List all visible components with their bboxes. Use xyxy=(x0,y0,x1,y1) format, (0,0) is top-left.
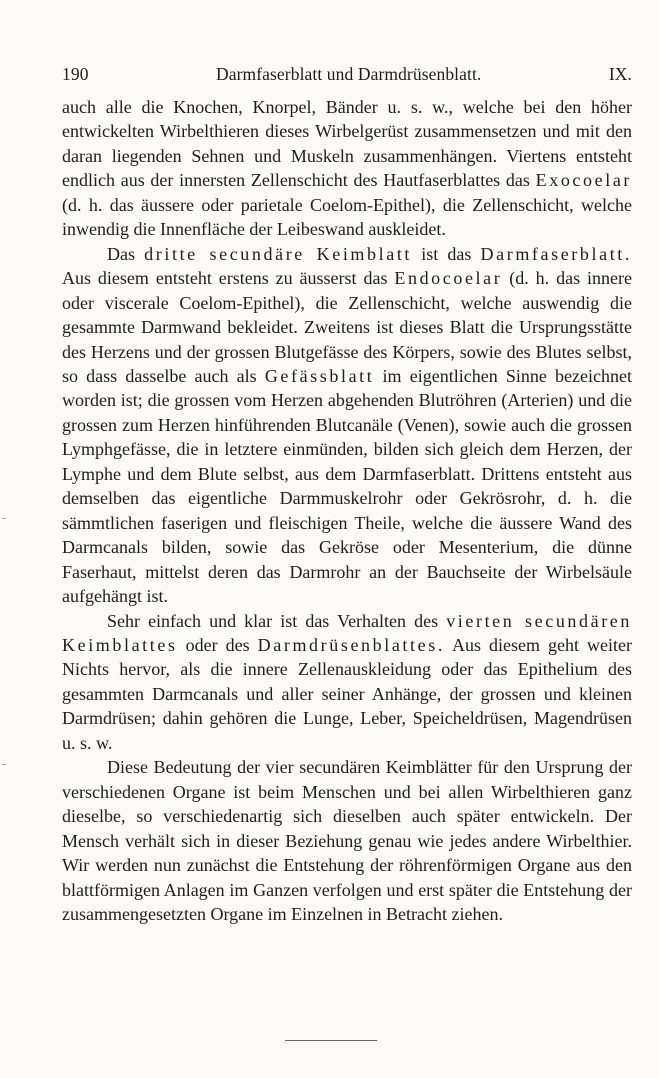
chapter-number: IX. xyxy=(608,64,632,84)
spaced-emphasis: Endocoelar xyxy=(394,268,503,289)
running-header xyxy=(62,64,632,94)
spaced-emphasis: Darmdrüsenblattes. xyxy=(257,634,445,655)
running-title: Darmfaserblatt und Darmdrüsenblatt. xyxy=(215,64,482,84)
text-run: Diese Bedeutung der vier secundären Keimblätter für den Ursprung der verschiedenen Organe ist beim Menschen und bei allen Wirbelthieren ganz dieselbe, so verschiedenartig sich dieselben auch später entwickeln. Der Mensch verhält sich in dieser Beziehung genau wie jedes andere Wirbelthier. Wir werden nun zunächst die Entstehung der röhrenförmigen Organe aus den blattförmigen Anlagen im Ganzen verfolgen und erst später die Entstehung der zusammengesetzten Organe im Einzelnen in Betracht ziehen. xyxy=(62,757,632,924)
text-run: Sehr einfach und klar ist das Verhalten des xyxy=(107,610,447,631)
body-text xyxy=(62,95,632,926)
spaced-emphasis: Darmfaserblatt. xyxy=(480,243,632,264)
spaced-emphasis: Exocoelar xyxy=(535,170,632,191)
text-run: Das xyxy=(107,243,145,264)
spaced-emphasis: dritte secundäre Keimblatt xyxy=(144,243,413,264)
page-number: 190 xyxy=(62,64,89,84)
paragraph xyxy=(62,755,632,926)
text-run: Aus diesem geht weiter Nichts hervor, als die innere Zellenauskleidung oder das Epithelium des gesammten Darmcanals und aller seiner Anhänge, der grossen und kleinen Darmdrüsen; dahin gehören die Lunge, Leber, Speicheldrüsen, Magendrüsen u. s. w. xyxy=(62,634,632,753)
text-run: im eigentlichen Sinne bezeichnet worden ist; die grossen vom Herzen abgehenden Blutröhren (Arterien) und die grossen zum Herzen hinführenden Blutcanäle (Venen), sowie auch die grossen Lymphgefässe, die in letztere einmünden, bilden sich gleich dem Herzen, der Lymphe und dem Blute selbst, aus dem Darmfaserblatt. Drittens entsteht aus demselben das eigentliche Darmmuskelrohr oder Gekrösrohr, d. h. die sämmtlichen faserigen und fleischigen Theile, welche die äussere Wand des Darmcanals bilden, sowie das Gekröse oder Mesenterium, die dünne Faserhaut, mittelst deren das Darmrohr an der Bauchseite der Wirbelsäule aufgehängt ist. xyxy=(62,365,632,607)
text-run: (d. h. das äussere oder parietale Coelom-Epithel), die Zellenschicht, welche inwendig die Innenfläche der Leibeswand auskleidet. xyxy=(62,194,632,240)
paragraph xyxy=(62,609,632,756)
spaced-emphasis: Gefässblatt xyxy=(264,365,375,386)
paragraph xyxy=(62,95,632,242)
margin-mark xyxy=(2,764,6,765)
book-page xyxy=(62,64,632,926)
paragraph xyxy=(62,242,632,609)
spaced-emphasis: vierten secundären Keimblattes xyxy=(62,610,632,655)
text-run: auch alle die Knochen, Knorpel, Bänder u. s. w., welche bei den höher entwickelten Wirbelthieren dieses Wirbelgerüst zusammensetzen und mit den daran liegenden Sehnen und Muskeln zusammenhängen. Viertens entsteht endlich aus der innersten Zellenschicht des Hautfaserblattes das xyxy=(62,97,632,191)
text-run: ist das xyxy=(412,243,481,264)
margin-mark xyxy=(2,518,6,519)
text-run: Aus diesem entsteht erstens zu äusserst das xyxy=(62,268,395,289)
text-run: oder des xyxy=(177,634,258,655)
closing-rule xyxy=(285,1040,377,1041)
text-run: (d. h. das innere oder viscerale Coelom-Epithel), die Zellenschicht, welche auswendig die gesammte Darmwand bekleidet. Zweitens ist dieses Blatt die Ursprungsstätte des Herzens und der grossen Blutgefässe des Körpers, sowie des Blutes selbst, so dass dasselbe auch als xyxy=(62,268,632,386)
